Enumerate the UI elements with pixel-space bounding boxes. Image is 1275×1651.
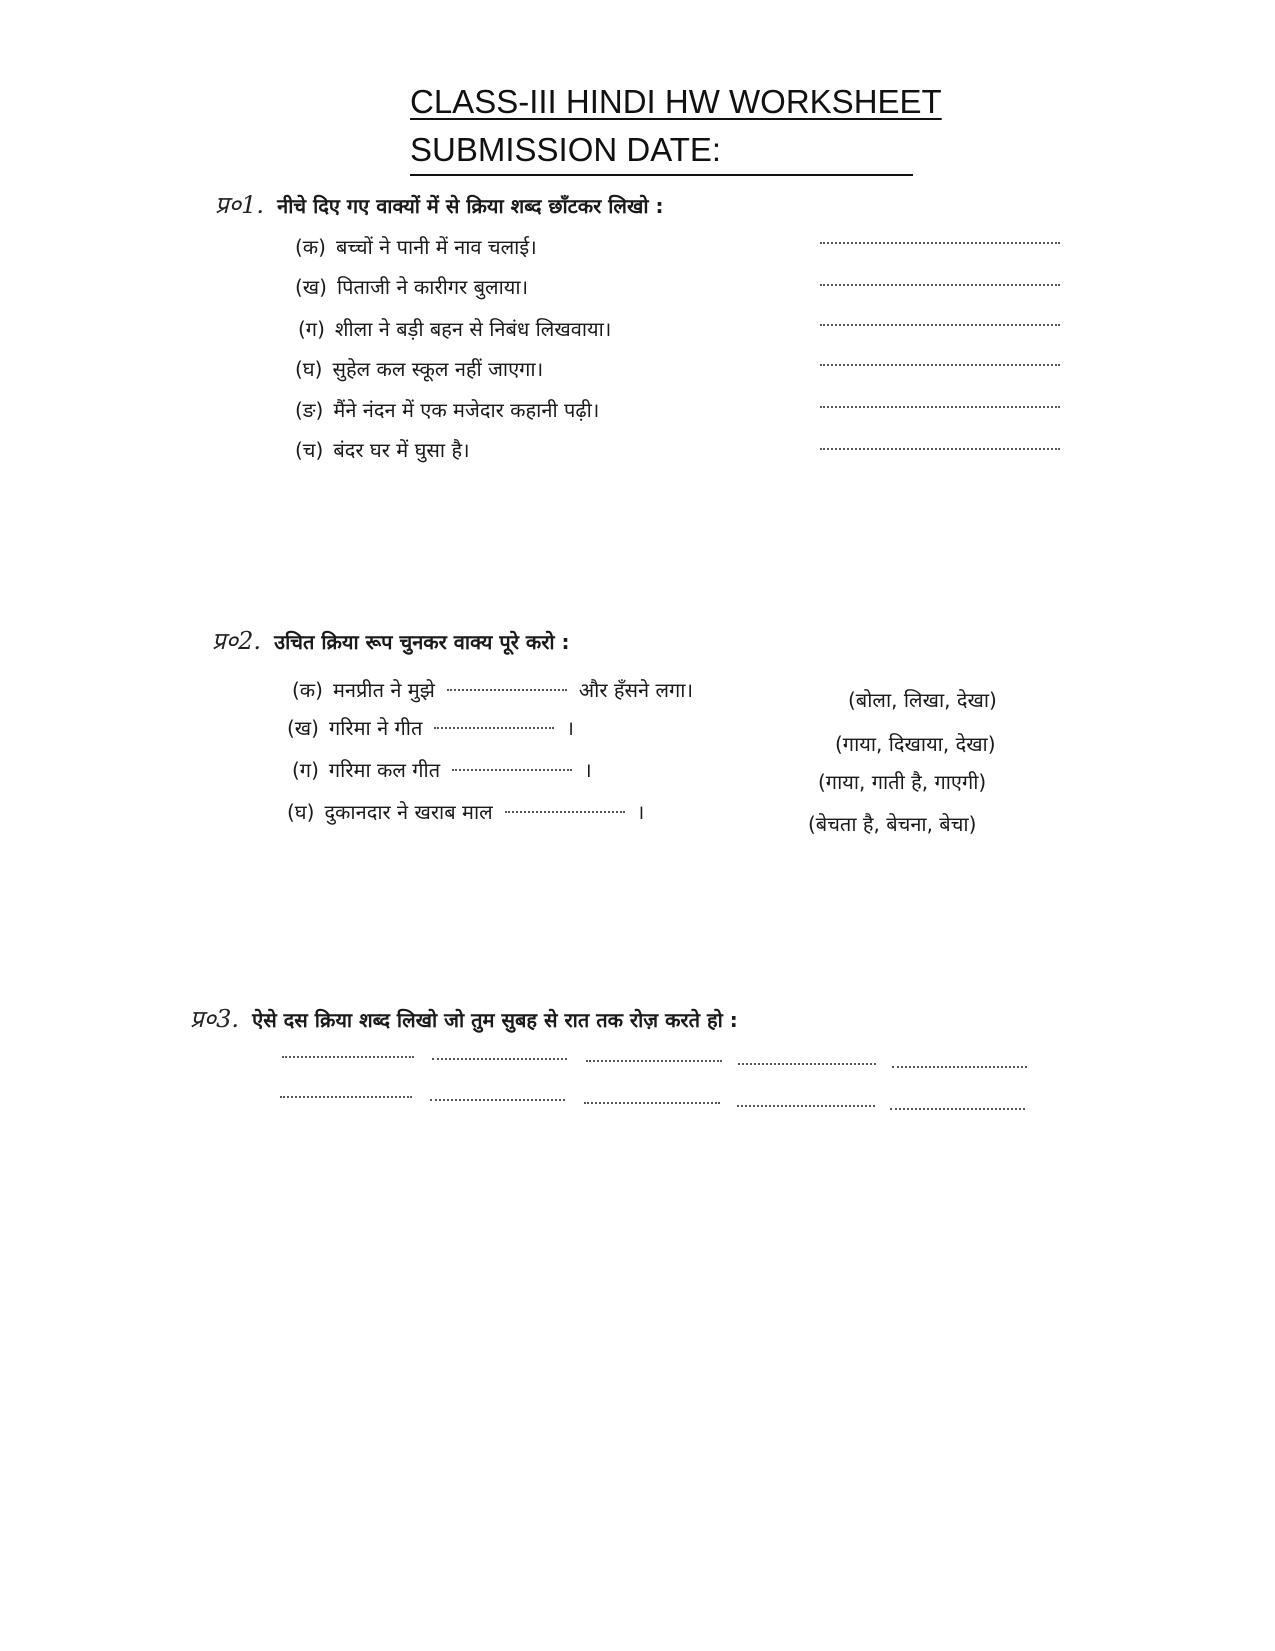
worksheet-header — [410, 78, 942, 176]
q2-item-ga — [292, 756, 592, 783]
q2-answer-blank-gha[interactable] — [505, 809, 625, 813]
q3-answer-blank-6[interactable] — [280, 1094, 412, 1098]
item-sentence-end: । — [566, 716, 574, 740]
item-sentence: सुहेल कल स्कूल नहीं जाएगा। — [332, 357, 544, 381]
item-sentence-start: मनप्रीत ने मुझे — [332, 678, 435, 702]
q2-item-ka — [292, 676, 693, 703]
q3-answer-blank-7[interactable] — [430, 1097, 565, 1101]
item-sentence: शीला ने बड़ी बहन से निबंध लिखवाया। — [334, 317, 612, 341]
question-3-heading — [190, 1002, 738, 1035]
item-sentence-end: और हँसने लगा। — [578, 678, 694, 702]
item-sentence-end: । — [636, 800, 645, 824]
item-label: (क) — [292, 678, 323, 702]
worksheet-title: CLASS-III HINDI HW WORKSHEET — [410, 83, 942, 120]
item-sentence: पिताजी ने कारीगर बुलाया। — [336, 275, 529, 299]
item-sentence-start: दुकानदार ने खराब माल — [324, 800, 493, 824]
item-label: (घ) — [295, 357, 323, 381]
item-sentence-start: गरिमा ने गीत — [328, 716, 423, 740]
submission-date-line — [410, 126, 913, 176]
question-2-text: उचित क्रिया रूप चुनकर वाक्य पूरे करो : — [274, 630, 570, 654]
q2-answer-blank-kha[interactable] — [434, 725, 554, 729]
q2-options-ga: (गाया, गाती है, गाएगी) — [818, 770, 987, 794]
q1-answer-blank-ga[interactable] — [820, 322, 1060, 326]
item-label: (ङ) — [295, 398, 324, 422]
q2-options-gha: (बेचता है, बेचना, बेचा) — [808, 812, 977, 836]
q2-item-kha — [287, 714, 574, 741]
question-1-number: प्र०1. — [215, 191, 265, 219]
item-label: (ख) — [295, 275, 327, 299]
q2-answer-blank-ka[interactable] — [447, 687, 567, 691]
item-label: (च) — [295, 438, 324, 462]
question-2-number: प्र०2. — [212, 627, 262, 655]
q3-answer-blank-10[interactable] — [890, 1106, 1025, 1110]
q3-answer-blank-3[interactable] — [586, 1058, 722, 1062]
q1-item-ka — [295, 233, 537, 260]
q3-answer-blank-4[interactable] — [738, 1061, 876, 1065]
item-label: (ग) — [292, 758, 319, 782]
item-sentence: मैंने नंदन में एक मजेदार कहानी पढ़ी। — [333, 398, 600, 422]
question-3-number: प्र०3. — [190, 1005, 240, 1033]
q1-item-kha — [295, 273, 528, 300]
q3-answer-blank-8[interactable] — [584, 1100, 720, 1104]
q2-answer-blank-ga[interactable] — [452, 767, 572, 771]
item-label: (घ) — [287, 800, 315, 824]
item-sentence: बंदर घर में घुसा है। — [333, 438, 470, 462]
q1-answer-blank-kha[interactable] — [820, 282, 1060, 286]
q1-item-gha — [295, 355, 543, 382]
item-sentence: बच्चों ने पानी में नाव चलाई। — [335, 235, 537, 259]
q1-item-ga — [298, 315, 611, 342]
q3-answer-blank-9[interactable] — [737, 1103, 875, 1107]
item-label: (ग) — [298, 317, 325, 341]
q3-answer-blank-1[interactable] — [282, 1054, 414, 1058]
q1-answer-blank-nga[interactable] — [820, 404, 1060, 408]
item-label: (क) — [295, 235, 326, 259]
q2-item-gha — [287, 798, 644, 825]
question-2-heading — [212, 624, 570, 657]
q2-options-kha: (गाया, दिखाया, देखा) — [835, 732, 996, 756]
q2-options-ka: (बोला, लिखा, देखा) — [848, 688, 997, 712]
q3-answer-blank-5[interactable] — [892, 1064, 1027, 1068]
q1-answer-blank-ka[interactable] — [820, 240, 1060, 244]
q3-answer-blank-2[interactable] — [432, 1056, 567, 1060]
item-label: (ख) — [287, 716, 319, 740]
q1-answer-blank-gha[interactable] — [820, 362, 1060, 366]
q1-answer-blank-cha[interactable] — [820, 446, 1060, 450]
q1-item-cha — [295, 436, 470, 463]
item-sentence-end: । — [584, 758, 592, 782]
question-1-heading — [215, 188, 664, 221]
question-3-text: ऐसे दस क्रिया शब्द लिखो जो तुम सुबह से रात तक रोज़ करते हो : — [252, 1008, 738, 1032]
q1-item-nga — [295, 396, 599, 423]
item-sentence-start: गरिमा कल गीत — [328, 758, 441, 782]
submission-date-label: SUBMISSION DATE: — [410, 131, 722, 168]
question-1-text: नीचे दिए गए वाक्यों में से क्रिया शब्द छाँटकर लिखो : — [277, 194, 664, 218]
